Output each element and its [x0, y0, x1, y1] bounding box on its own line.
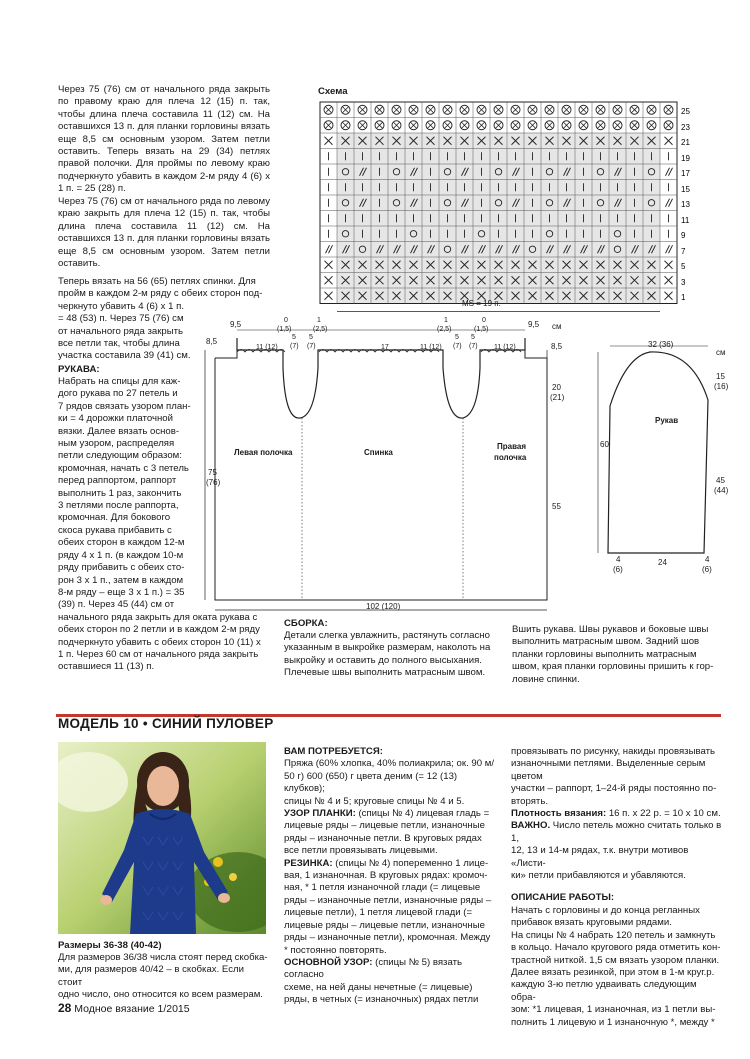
assembly-right-line: ловине спинки. [512, 673, 580, 685]
sleeves-line: кромочная, начать с 3 петель [58, 462, 189, 474]
stitch-cross-symbol [325, 292, 333, 300]
stitch-circle-x-mark [326, 122, 332, 128]
stitch-cross-symbol [665, 292, 673, 300]
work-line: Далее вязать резинкой, при этом в 1-м круг.р. [511, 966, 715, 978]
sizes-line: одно число, оно относится ко всем размерам. [58, 989, 263, 1001]
right-line: вторять. [511, 795, 548, 807]
stitch-cross-symbol [325, 261, 333, 269]
row-number: 5 [681, 262, 686, 271]
stitch-circle-x-mark [377, 122, 383, 128]
height-85-right: 8,5 [551, 342, 563, 351]
rib-line: лицевые петли), 1 петля лицевой глади (= [284, 907, 473, 919]
stitch-circle-x-mark [581, 122, 587, 128]
top-15-left: (1,5) [277, 326, 292, 333]
stitch-circle-x-mark [649, 122, 655, 128]
seg-11-12-c: 11 (12) [494, 344, 516, 351]
stitch-circle-x-mark [598, 122, 604, 128]
label-back: Спинка [364, 448, 393, 457]
row-number: 23 [681, 123, 690, 132]
main-pattern-line: (спицы № 5) вязать согласно [284, 956, 462, 981]
stitch-circle-x-mark [462, 107, 468, 113]
sleeve-len-44: (44) [714, 486, 729, 495]
seg-5-c: 5 [455, 334, 459, 341]
seg-11-12-a: 11 (12) [256, 344, 278, 351]
sleeves-line: 7 рядов связать узором план- [58, 400, 191, 412]
stitch-cross-symbol [665, 137, 673, 145]
seg-7-d: (7) [469, 343, 478, 350]
sizes-text [58, 952, 268, 1002]
stitch-cross-symbol [665, 276, 673, 284]
body-schematic [195, 310, 575, 620]
seg-17: 17 [381, 344, 389, 351]
main-pattern-line: ряды, в четных (= изнаночных) рядах петли [284, 994, 479, 1006]
stitch-circle-x-mark [394, 107, 400, 113]
magazine-name: Модное вязание 1/2015 [74, 1003, 190, 1015]
top-1-left: 1 [317, 317, 321, 324]
stitch-circle-x-mark [343, 122, 349, 128]
p3-line: Теперь вязать на 56 (65) петлях спинки. Для [58, 276, 256, 287]
stitch-circle-x-mark [428, 107, 434, 113]
sleeve-length-60: 60 [600, 440, 609, 449]
stitch-circle-x-mark [343, 107, 349, 113]
p3-line: черкнуто убавить 4 (6) х 1 п. [58, 300, 184, 312]
important-line: 12, 13 и 14-м рядах, т.к. внутри мотивов «Листи- [511, 845, 689, 869]
rib-line: ная, * 1 петля изнаночной глади (= лицевые [284, 882, 481, 894]
stitch-circle-x-mark [581, 107, 587, 113]
left-paragraph-2: Через 75 (76) см от начального ряда по левому краю закрыть для плеча 12 (15) п. так, чтобы длина плеча составила 11 (12) см. На оставшихся 13 п. для планки горловины вязать еще 8,5 см основным узором. Затем петли оставить. [58, 196, 273, 270]
stitch-circle-x-mark [326, 107, 332, 113]
sleeves-line: петли следующим образом: [58, 450, 182, 462]
armhole-21: (21) [550, 393, 565, 402]
rib-header: РЕЗИНКА: [284, 857, 333, 869]
row-number: 15 [681, 185, 690, 194]
row-number: 25 [681, 107, 690, 116]
length-76: (76) [206, 478, 221, 487]
stitch-circle-x-mark [377, 107, 383, 113]
stitch-circle-x-mark [530, 122, 536, 128]
body-outline [215, 338, 547, 600]
rib-line: ряды – изнаночные петли), кромочная. Между [284, 932, 491, 944]
stitch-circle-x-mark [547, 107, 553, 113]
important-line: ки» петли прибавляются и убавляются. [511, 870, 686, 882]
top-15-right: (1,5) [474, 326, 489, 333]
sleeve-cap-15: 15 [716, 372, 725, 381]
cuff-left-6: (6) [613, 565, 623, 574]
assembly-right-text [512, 624, 722, 686]
stitch-decrease-symbol [666, 168, 673, 176]
density-header: Плотность вязания: [511, 808, 607, 820]
sleeves-line: ряду 4 х 1 п. (в каждом 10-м [58, 549, 184, 561]
sleeves-line: рон 3 х 1 п., затем в каждом [58, 574, 184, 586]
stitch-circle-x-mark [360, 107, 366, 113]
top-0-left: 0 [284, 317, 288, 324]
sleeves-line: 8-м ряду – еще 3 х 1 п.) = 35 [58, 586, 185, 598]
sleeve-cap-16: (16) [714, 382, 729, 391]
stitch-circle-x-mark [428, 122, 434, 128]
length-75: 75 [208, 468, 217, 477]
stitch-circle-x-mark [564, 107, 570, 113]
chart-grid [320, 102, 677, 312]
work-line: Начать с горловины и до конца регланных [511, 904, 700, 916]
placket-line: (спицы № 4) лицевая гладь = [355, 808, 490, 820]
assembly-line: указанным в выкройке размерам, наколоть на [284, 642, 491, 654]
sleeve-top: 32 (36) [648, 340, 674, 349]
placket-header: УЗОР ПЛАНКИ: [284, 808, 356, 820]
assembly-right-line: планки горловины выполнить матрасным [512, 648, 697, 660]
row-number: 13 [681, 200, 690, 209]
assembly-right-line: выполнить матрасным швом. Задний шов [512, 636, 700, 648]
work-line: прибавок вязать круговыми рядами. [511, 917, 672, 929]
sleeves-line: обеих сторон в каждом 12-м [58, 537, 185, 549]
label-left-front: Левая полочка [234, 448, 293, 457]
work-line: зом: *1 лицевая, 1 изнаночная, из 1 петли вы- [511, 1004, 716, 1016]
stitch-circle-x-mark [666, 122, 672, 128]
placket-line: ряды – изнаночные петли. В круговых рядах [284, 832, 482, 844]
stitch-circle-x-mark [547, 122, 553, 128]
chart-title: Схема [318, 86, 348, 97]
assembly-right-line: Вшить рукава. Швы рукавов и боковые швы [512, 624, 709, 635]
schematic-unit-left: см [552, 322, 562, 331]
sleeves-line: (39) п. Через 45 (44) см от [58, 599, 175, 611]
sleeves-line: кромочная. Для бокового [58, 512, 171, 524]
work-line: полнить 1 лицевую и 1 изнаночную *, между * [511, 1016, 715, 1028]
stitch-cross-symbol [665, 261, 673, 269]
knitting-chart [300, 98, 710, 318]
seg-5-d: 5 [471, 334, 475, 341]
stitch-circle-x-mark [496, 107, 502, 113]
sleeves-line: 1 п. Через 60 см от начального ряда закрыть [58, 648, 259, 660]
cuff-right-4: 4 [705, 555, 710, 564]
stitch-circle-x-mark [394, 122, 400, 128]
assembly-line: выкройку и оставить до полного высыхания. [284, 654, 482, 666]
stitch-circle-x-mark [632, 122, 638, 128]
sizes-line: Для размеров 36/38 числа стоят перед скобка- [58, 952, 268, 963]
assembly-right-line: швом, края планки горловины пришить к гор- [512, 661, 714, 673]
label-right-front-1: Правая [497, 442, 527, 451]
placket-line: лицевые ряды – лицевые петли, изнаночные [284, 820, 485, 832]
stitch-circle-x-mark [598, 107, 604, 113]
stitch-circle-x-mark [479, 122, 485, 128]
seg-7-c: (7) [453, 343, 462, 350]
sleeves-line: ным узором, распределяя [58, 438, 175, 450]
stitch-cross-symbol [325, 137, 333, 145]
stitch-circle-x-mark [445, 122, 451, 128]
stitch-circle-x-mark [496, 122, 502, 128]
stitch-circle-x-mark [564, 122, 570, 128]
right-line: участки – раппорт, 1–24-й ряды постоянно по- [511, 783, 717, 795]
page-footer [58, 1002, 190, 1015]
row-number: 17 [681, 169, 690, 178]
sleeve-outline [608, 352, 708, 553]
p3-line: пройм в каждом 2-м ряду с обеих сторон под- [58, 288, 263, 300]
sleeves-line: Набрать на спицы для каж- [58, 376, 181, 387]
rib-line: вая, 1 изнаночная. В круговых рядах: кромоч- [284, 870, 488, 882]
assembly-header: СБОРКА: [284, 618, 328, 629]
p3-line: участка составила 39 (41) см. [58, 350, 191, 362]
top-25-right: (2,5) [437, 326, 452, 333]
sleeves-line: выполнить 1 раз, закончить [58, 487, 182, 499]
row-number: 21 [681, 138, 690, 147]
sleeves-line: ки = 4 дорожки платочной [58, 413, 173, 425]
sizes-line: ми, для размеров 40/42 – в скобках. Если стоит [58, 964, 244, 988]
stitch-cross-symbol [325, 276, 333, 284]
work-line: в кольцо. Начало кругового ряда отметить кон- [511, 942, 721, 954]
sleeves-line: вязки. Далее вязать основ- [58, 425, 180, 437]
sleeves-line: подчеркнуто убавить с обеих сторон 10 (11) х [58, 636, 261, 648]
row-number: 7 [681, 247, 686, 256]
stitch-circle-x-mark [649, 107, 655, 113]
sizes-header: Размеры 36-38 (40-42) [58, 940, 162, 951]
stitch-decrease-symbol [666, 245, 673, 253]
row-number: 9 [681, 231, 686, 240]
page-number: 28 [58, 1001, 72, 1015]
seg-11-12-b: 11 (12) [420, 344, 442, 351]
top-95-right: 9,5 [528, 320, 540, 329]
top-0-right: 0 [482, 317, 486, 324]
sleeves-line: обеих сторон по 2 петли и в каждом 2-м ряду [58, 624, 260, 636]
stitch-circle-x-mark [513, 107, 519, 113]
right-line: изнаночными петлями. Выделенные серым цветом [511, 758, 706, 782]
materials-line: 50 г) 600 (650) г цвета деним (= 12 (13) клубков); [284, 770, 458, 795]
sleeve-unit: см [716, 348, 726, 357]
assembly-line: Плечевые швы выполнить матрасным швом. [284, 667, 486, 679]
work-line: каждую 3-ю петлю удваивать следующим обра- [511, 979, 697, 1003]
sleeves-line: оставшиеся 11 (13) п. [58, 661, 155, 673]
p3-line: = 48 (53) п. Через 75 (76) см [58, 313, 184, 325]
sleeves-line: скоса рукава прибавить с [58, 524, 172, 536]
sleeves-header: РУКАВА: [58, 364, 100, 375]
sleeves-line: дого рукава по 27 петель и [58, 388, 178, 400]
model-title: МОДЕЛЬ 10 • СИНИЙ ПУЛОВЕР [58, 716, 274, 731]
stitch-circle-x-mark [666, 107, 672, 113]
sleeves-line: перед раппортом, раппорт [58, 475, 177, 487]
stitch-circle-x-mark [445, 107, 451, 113]
sleeve-len-45: 45 [716, 476, 725, 485]
height-85-left: 8,5 [206, 337, 218, 346]
row-number: 11 [681, 216, 690, 225]
stitch-decrease-symbol [666, 199, 673, 207]
stitch-circle-x-mark [632, 107, 638, 113]
materials-header: ВАМ ПОТРЕБУЕТСЯ: [284, 746, 383, 757]
sleeve-title: Рукав [655, 416, 679, 425]
top-95-left: 9,5 [230, 320, 242, 329]
sleeves-line: ряду прибавить с обеих сто- [58, 562, 185, 574]
assembly-line: Детали слегка увлажнить, растянуть согласно [284, 630, 490, 641]
placket-line: все петли провязывать лицевыми. [284, 845, 438, 857]
length-55: 55 [552, 502, 561, 511]
important-line: Число петель можно считать только в 1, [511, 820, 722, 844]
stitch-circle-x-mark [360, 122, 366, 128]
stitch-circle-x-mark [411, 107, 417, 113]
sleeve-bottom: 24 [658, 558, 667, 567]
scallop-edge [237, 350, 521, 353]
left-paragraph-1: Через 75 (76) см от начального ряда закрыть по правому краю для плеча 12 (15) п. так, чтобы длина плеча составила 11 (12) см. На оставшихся 13 п. для планки горловины вязать еще 8,5 см основным узором. Затем петли оставить. Теперь вязать на 29 (34) петлях правой полочки. Для проймы по левому краю подчеркнуто убавить в каждом 2-м ряду 4 (6) х 1 п. = 25 (28) п. [58, 84, 273, 195]
stitch-decrease-symbol [326, 245, 333, 253]
rib-line: (спицы № 4) попеременно 1 лице- [332, 857, 489, 869]
row-number: 19 [681, 154, 690, 163]
width-bottom: 102 (120) [366, 602, 401, 611]
p3-line: все петли так, чтобы длина [58, 338, 180, 350]
stitch-circle-x-mark [530, 107, 536, 113]
model-photo-illustration [58, 742, 266, 934]
stitch-circle-x-mark [411, 122, 417, 128]
sleeves-line: начального ряда закрыть для оката рукава с [58, 611, 258, 623]
work-header: ОПИСАНИЕ РАБОТЫ: [511, 892, 615, 904]
cuff-left-4: 4 [616, 555, 621, 564]
cuff-right-6: (6) [702, 565, 712, 574]
density-text: 16 п. х 22 р. = 10 х 10 см. [606, 808, 721, 820]
materials-line: Пряжа (60% хлопка, 40% полиакрила; ок. 90 м/ [284, 758, 495, 770]
materials-line: спицы № 4 и 5; круговые спицы № 4 и 5. [284, 795, 465, 807]
top-25-left: (2,5) [313, 326, 328, 333]
label-right-front-2: полочка [494, 453, 527, 462]
seg-5-b: 5 [309, 334, 313, 341]
stitch-circle-x-mark [615, 107, 621, 113]
seg-5-a: 5 [292, 334, 296, 341]
rib-line: ряды – изнаночные петли, изнаночные ряды – [284, 894, 492, 906]
p3-line: от начального ряда закрыть [58, 325, 184, 337]
work-line: На спицы № 4 набрать 120 петель и замкнуть [511, 929, 716, 941]
stitch-circle-x-mark [462, 122, 468, 128]
rib-line: лицевые ряды – лицевые петли, изнаночные [284, 919, 485, 931]
seg-7-b: (7) [307, 343, 316, 350]
work-line: трастной ниткой. 1,5 см вязать узором планки. [511, 954, 720, 966]
stitch-circle-x-mark [513, 122, 519, 128]
main-pattern-line: схеме, на ней даны нечетные (= лицевые) [284, 981, 473, 993]
materials-column [284, 746, 498, 1007]
chart-row-numbers [681, 107, 690, 302]
top-1-right: 1 [444, 317, 448, 324]
main-pattern-header: ОСНОВНОЙ УЗОР: [284, 956, 373, 968]
row-number: 1 [681, 293, 686, 302]
important-header: ВАЖНО. [511, 820, 551, 832]
armhole-20: 20 [552, 383, 561, 392]
sleeve-schematic [596, 338, 716, 578]
seg-7-a: (7) [290, 343, 299, 350]
right-column [511, 746, 723, 1029]
right-line: провязывать по рисунку, накиды провязывать [511, 746, 715, 757]
model-photo [58, 742, 266, 934]
row-number: 3 [681, 278, 686, 287]
ms-label: MS = 19 п. [462, 299, 501, 308]
sleeves-line: 3 петлями после раппорта, [58, 500, 179, 512]
rib-line: * постоянно повторять. [284, 944, 387, 956]
stitch-circle-x-mark [615, 122, 621, 128]
stitch-circle-x-mark [479, 107, 485, 113]
assembly-text [284, 630, 504, 680]
